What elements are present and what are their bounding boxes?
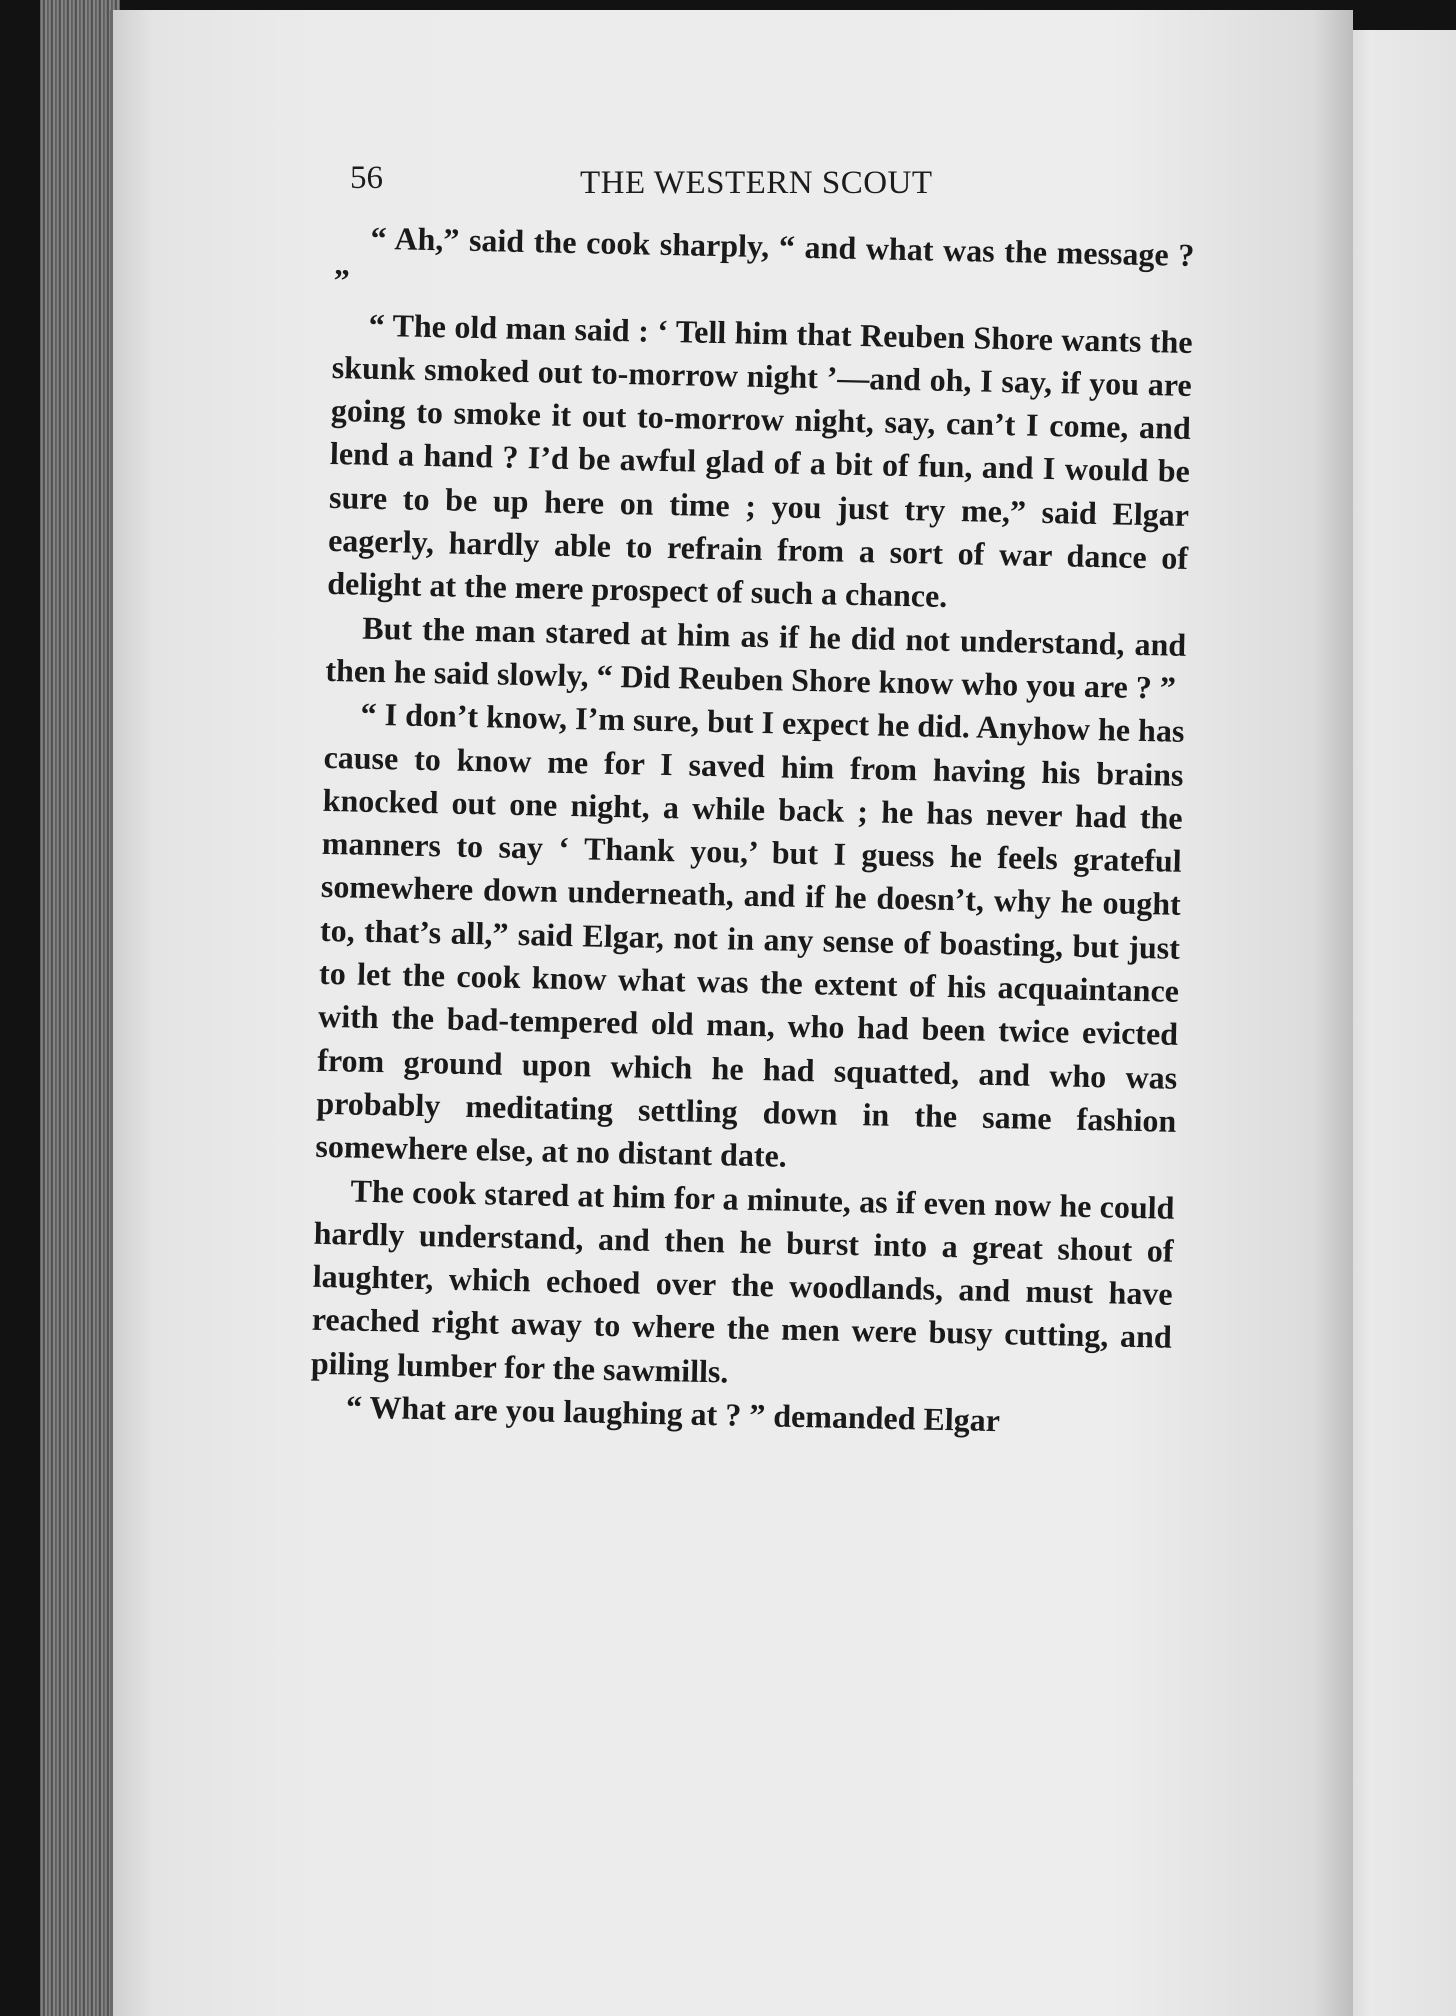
running-head: THE WESTERN SCOUT xyxy=(580,165,933,201)
page-edges-left xyxy=(40,0,120,2016)
paragraph: The cook stared at him for a minute, as if even now he could hardly understand, and then he burst into a great shout of laughter, which echoed over the woodlands, and must have reached right away to where the men were busy cutting, and piling lumber for the sawmills. xyxy=(310,1172,1175,1390)
paragraph: “ I don’t know, I’m sure, but I expect he did. Anyhow he has cause to know me for I saved him from having his brains knocked out one night, a while back ; he has never had the manners to say ‘ Thank you,’ but I guess he feels grateful somewhere down underneath, and if he doesn’t, why he ought to, that’s all,” said Elgar, not in any sense of boasting, but just to let the cook know what was the extent of his acquaintance with the bad-tempered old man, who had been twice evicted from ground upon which he had squatted, and who was probably meditating settling down in the same fashion somewhere else, at no distant date. xyxy=(315,695,1185,1174)
paragraph: But the man stared at him as if he did not understand, and then he said slowly, “ Did Reuben Shore know who you are ? ” xyxy=(325,609,1187,706)
page-number: 56 xyxy=(350,160,383,196)
body-text xyxy=(310,216,1195,1446)
paragraph: “ What are you laughing at ? ” demanded Elgar xyxy=(345,1388,1001,1439)
page-header xyxy=(350,160,1180,210)
paragraph: “ Ah,” said the cook sharply, “ and what was the message ? ” xyxy=(333,219,1195,299)
paragraph: “ The old man said : ‘ Tell him that Reuben Shore wants the skunk smoked out to-morrow night ’—and oh, I say, if you are going to smoke it out to-morrow night, say, can’t I come, and lend a hand ? I’d be awful glad of a bit of fun, and I would be sure to be up here on time ; you just try me,” said Elgar eagerly, hardly able to refrain from a sort of war dance of delight at the mere prospect of such a chance. xyxy=(326,306,1193,615)
